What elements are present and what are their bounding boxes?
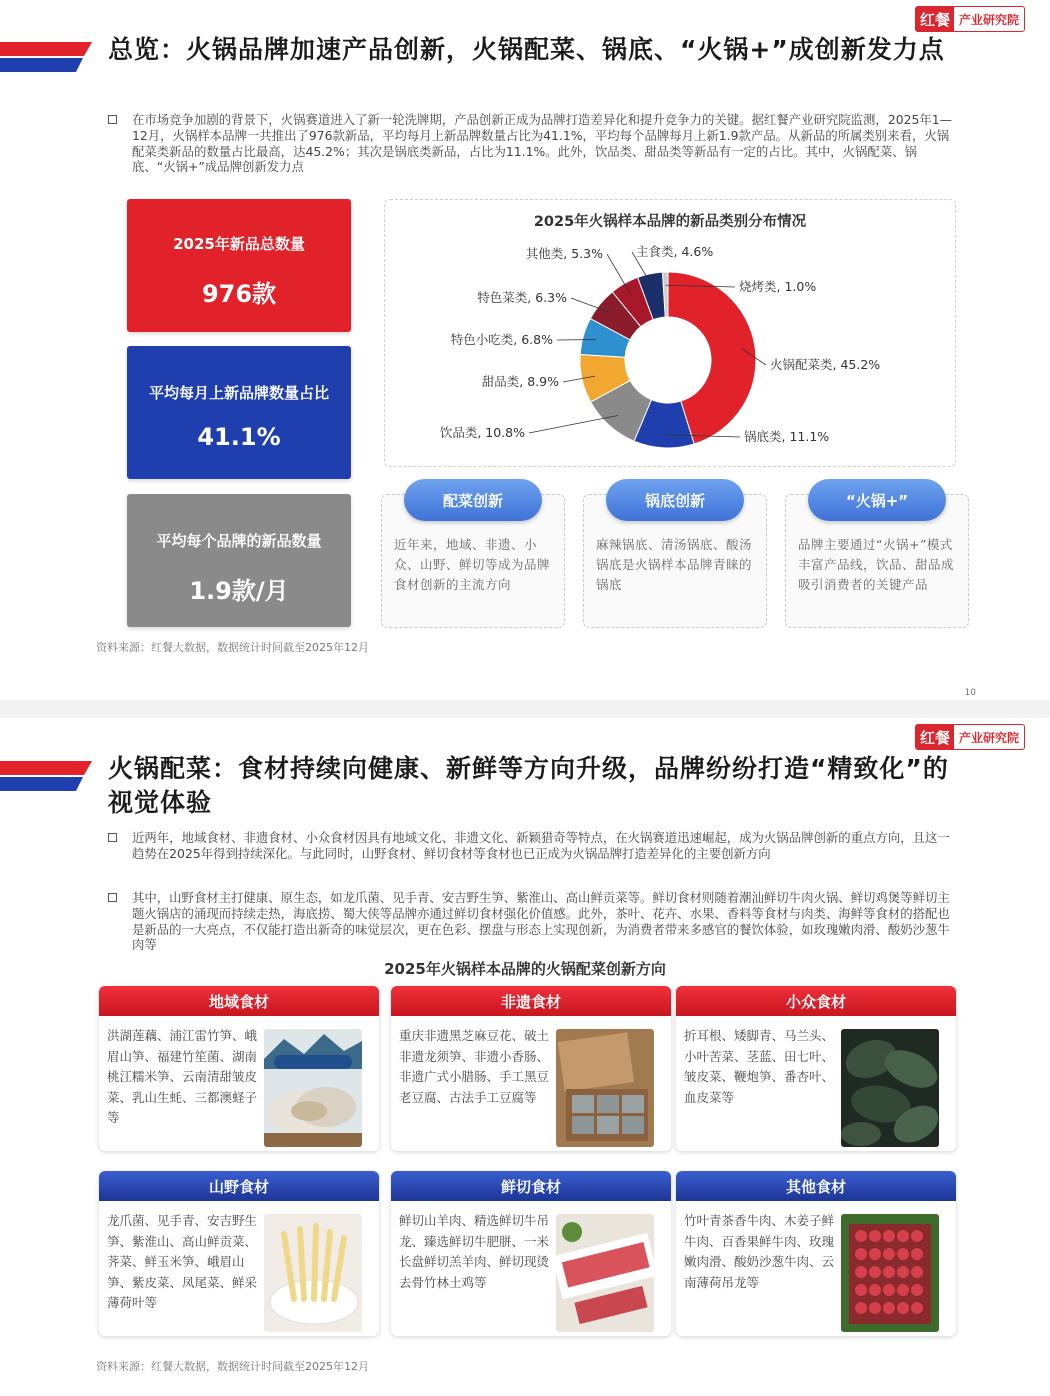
stat-value: 1.9款/月 [189,577,289,605]
square-bullet-icon [108,893,117,902]
donut-leader-line-2 [529,415,618,433]
food-card-title: 非遗食材 [391,986,671,1016]
food-card-wild [99,1171,379,1336]
card-text: 品牌主要通过“火锅+”模式丰富产品线，饮品、甜品成吸引消费者的关键产品 [798,537,955,592]
page-separator [0,700,1050,718]
chart-title: 2025年火锅样本品牌的新品类别分布情况 [533,214,807,230]
logo-text: 产业研究院 [958,730,1019,745]
sliced-beef-image [556,1214,654,1332]
card-side-dish-innovation [381,491,565,628]
stat-monthly-share [127,346,351,479]
brand-logo [915,724,1025,750]
leafy-greens-image [841,1029,939,1147]
card-pill-label: 锅底创新 [606,479,744,521]
category-donut-chart [384,199,956,467]
food-card-text: 洪湖莲藕、浦江雷竹笋、峨眉山笋、福建竹笙菌、湖南桃江糯米笋、云南清甜皱皮菜、乳山生蚝、三都澳蛏子等 [107,1028,258,1125]
intro-text: 在市场竞争加剧的背景下，火锅赛道进入了新一轮洗牌期，产品创新正成为品牌打造差异化和提升竞争力的关键。据红餐产业研究院监测，2025年1—12月，火锅样本品牌一共推出了976款新品，平均每月上新品牌数量占比为41.1%，平均每个品牌每月上新1.9款产品。从新品的所属类别来看，火锅配菜类新品的数量占比最高，达45.2%；其次是锅底类新品，占比为11.1%。此外，饮品类、甜品类等新品有一定的占比。其中，火锅配菜、锅底、“火锅+”成品牌创新发力点 [132,112,953,175]
donut-label-7: 主食类, 4.6% [636,244,714,259]
donut-label-5: 特色菜类, 6.3% [477,290,567,305]
donut-label-6: 其他类, 5.3% [525,246,603,261]
logo-mark: 红餐 [916,725,954,749]
stat-label: 2025年新品总数量 [173,235,305,253]
food-card-title: 山野食材 [99,1171,379,1201]
page-title: 总览：火锅品牌加速产品创新，火锅配菜、锅底、“火锅+”成创新发力点 [108,35,945,64]
food-card-text: 折耳根、矮脚青、马兰头、小叶苦菜、茎蓝、田七叶、皱皮菜、鞭炮笋、番杏叶、血皮菜等 [684,1028,835,1105]
card-text: 近年来，地域、非遗、小众、山野、鲜切等成为品牌食材创新的主流方向 [394,537,551,592]
oyster-image [264,1029,362,1147]
food-card-other [676,1171,956,1336]
wild-mushroom-image [264,1214,362,1332]
card-hotpot-plus [785,491,969,628]
logo-mark: 红餐 [916,7,954,31]
section-subtitle: 2025年火锅样本品牌的火锅配菜创新方向 [384,960,666,978]
stat-value: 41.1% [197,423,281,451]
data-source-note: 资料来源：红餐大数据，数据统计时间截至2025年12月 [96,1360,369,1373]
title-banner-stripe [0,761,92,791]
donut-label-4: 特色小吃类, 6.8% [450,332,553,347]
food-card-title: 小众食材 [676,986,956,1016]
stat-total-new-products [127,199,351,332]
donut-label-1: 锅底类, 11.1% [744,429,830,444]
paragraph-text: 其中，山野食材主打健康、原生态，如龙爪菌、见手青、安吉野生笋、紫淮山、高山鲜贡菜等。鲜切食材则随着潮汕鲜切牛肉火锅、鲜切鸡煲等鲜切主题火锅店的涌现而持续走热，海底捞、蜀大侠等品牌亦通过鲜切食材强化价值感。此外，茶叶、花卉、水果、香料等食材与肉类、海鲜等食材的搭配也是新品的一大亮点，不仅能打造出新奇的味觉层次，更在色彩、摆盘与形态上实现创新，为消费者带来多感官的餐饮体验，如玫瑰嫩肉滑、酸奶沙葱牛肉等 [132,890,950,953]
stat-value: 976款 [201,280,277,308]
meat-platter-image [841,1214,939,1332]
paragraph-1 [108,830,953,862]
paragraph-text: 近两年，地域食材、非遗食材、小众食材因具有地域文化、非遗文化、新颖猎奇等特点，在火锅赛道迅速崛起，成为火锅品牌创新的重点方向，且这一趋势在2025年得到持续深化。与此同时，山野食材、鲜切食材等食材也已正成为火锅品牌打造差异化的主要创新方向 [132,830,950,861]
brand-logo [915,6,1025,32]
paragraph-2 [108,890,953,953]
donut-label-3: 甜品类, 8.9% [481,374,559,389]
card-pill-label: 配菜创新 [404,479,542,521]
intro-paragraph [108,112,953,175]
food-card-regional [99,986,379,1151]
food-card-text: 龙爪菌、见手青、安吉野生笋、紫淮山、高山鲜贡菜、荠菜、鲜玉米笋、峨眉山笋、紫皮菜、凤尾菜、鲜采薄荷叶等 [107,1213,258,1310]
food-card-text: 鲜切山羊肉、精选鲜切牛吊龙、臻选鲜切牛肥胼、一米长盘鲜切羔羊肉、鲜切现烫去骨竹林土鸡等 [399,1213,550,1290]
stat-per-brand [127,494,351,627]
food-card-title: 其他食材 [676,1171,956,1201]
page-title: 火锅配菜：食材持续向健康、新鲜等方向升级，品牌纷纷打造“精致化”的视觉体验 [108,754,949,817]
donut-label-0: 火锅配菜类, 45.2% [770,357,881,372]
card-pill-label: “火锅+” [808,479,946,521]
page-number: 10 [964,688,976,698]
square-bullet-icon [108,833,117,842]
food-card-fresh-cut [391,1171,671,1336]
card-text: 麻辣锅底、清汤锅底、酸汤锅底是火锅样本品牌青睐的锅底 [596,537,753,592]
card-soup-base-innovation [583,491,767,628]
tofu-image [556,1029,654,1147]
food-card-heritage [391,986,671,1151]
donut-svg [385,200,957,468]
food-card-title: 鲜切食材 [391,1171,671,1201]
title-banner-stripe [0,42,92,72]
data-source-note: 资料来源：红餐大数据，数据统计时间截至2025年12月 [96,641,369,654]
donut-label-2: 饮品类, 10.8% [439,425,525,440]
report-page-side-dishes [0,718,1050,1396]
stat-label: 平均每个品牌的新品数量 [156,532,322,550]
food-card-text: 重庆非遗黑芝麻豆花、破土非遗龙须笋、非遗小香肠、非遗广式小腊肠、手工黑豆老豆腐、古法手工豆腐等 [399,1028,550,1105]
food-card-text: 竹叶青茶香牛肉、木姜子鲜牛肉、百香果鲜牛肉、玫瑰嫩肉滑、酸奶沙葱牛肉、云南薄荷吊龙等 [684,1213,835,1290]
food-card-title: 地域食材 [99,986,379,1016]
food-card-niche [676,986,956,1151]
donut-label-8: 烧烤类, 1.0% [739,279,817,294]
stat-label: 平均每月上新品牌数量占比 [148,384,329,402]
logo-text: 产业研究院 [958,12,1019,27]
square-bullet-icon [108,115,117,124]
